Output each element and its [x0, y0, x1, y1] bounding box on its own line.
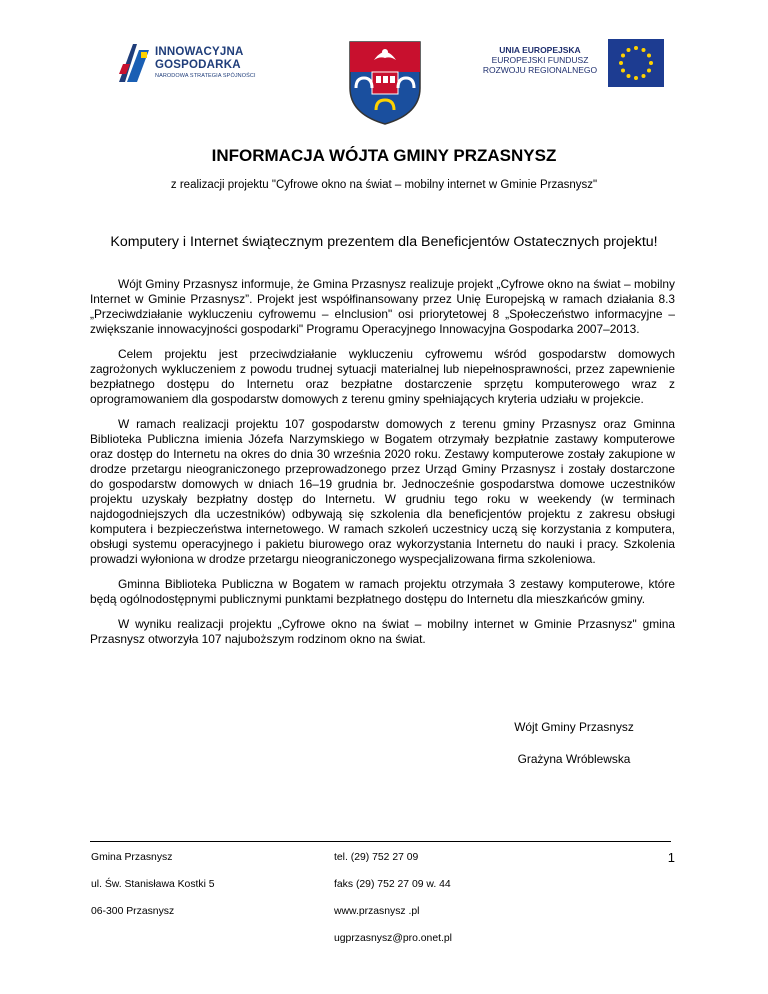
document-body	[90, 277, 675, 657]
eu-logo-line3: ROZWOJU REGIONALNEGO	[482, 65, 598, 75]
innowacyjna-gospodarka-logo	[117, 42, 267, 86]
innowacyjna-gospodarka-emblem-icon	[117, 42, 151, 84]
eu-fund-logo	[477, 37, 667, 93]
document-headline: Komputery i Internet świątecznym prezentem dla Beneficjentów Ostatecznych projektu!	[110, 234, 658, 250]
footer-email[interactable]: ugprzasnysz@pro.onet.pl	[334, 933, 452, 944]
body-paragraph: Gminna Biblioteka Publiczna w Bogatem w ramach projektu otrzymała 3 zestawy komputerowe, które będą ogólnodostępnymi publicznymi punktami bezpłatnego dostępu do Internetu dla mieszkańców gminy.	[90, 577, 675, 606]
innowacyjna-logo-line3: NARODOWA STRATEGIA SPÓJNOŚCI	[155, 73, 256, 79]
signature-name: Grażyna Wróblewska	[517, 752, 631, 766]
body-paragraph: W wyniku realizacji projektu „Cyfrowe okno na świat – mobilny internet w Gminie Przasnysz" gmina Przasnysz otworzyła 107 najuboższym rodzinom okno na świat.	[90, 617, 675, 646]
body-paragraph: W ramach realizacji projektu 107 gospodarstw domowych z terenu gminy Przasnysz oraz Gminna Biblioteka Publiczna imienia Józefa Narzymskiego w Bogatem otrzymały bezpłatnie zastawy komputerowe oraz dostęp do Internetu na okres do dnia 30 września 2020 roku. Zestawy komputerowe zostały zakupione w drodze przetargu nieograniczonego przeprowadzonego przez Urząd Gminy Przasnysz i zostały dostarczone do gospodarstw domowych w dniach 16–19 grudnia br. Jednocześnie gospodarstwa domowe uczestników projektu uzyskały bezpłatny dostęp do Internetu. W grudniu tego roku w weekendy (w terminach najdogodniejszych dla uczestników) odbywają się szkolenia dla beneficjentów projektu z zakresu obsługi komputera i bezpieczeństwa internetowego. W ramach szkoleń uczestnicy uczą się korzystania z komputera, obsługi systemu operacyjnego i pakietu biurowego oraz wykorzystania Internetu do nauki i pracy. Szkolenia prowadzi wyłoniona w drodze przetargu nieograniczonego wyspecjalizowana firma szkoleniowa.	[90, 417, 675, 566]
innowacyjna-logo-line2: GOSPODARKA	[155, 59, 241, 71]
footer-fax: faks (29) 752 27 09 w. 44	[334, 879, 451, 890]
eu-logo-line1: UNIA EUROPEJSKA	[499, 45, 581, 55]
footer-website[interactable]: www.przasnysz .pl	[334, 906, 420, 917]
footer-postal: 06-300 Przasnysz	[91, 906, 175, 917]
page-number: 1	[667, 850, 675, 865]
body-paragraph: Celem projektu jest przeciwdziałanie wykluczeniu cyfrowemu wśród gospodarstw domowych zagrożonych wykluczeniem z powodu trudnej sytuacji materialnej lub niepełnosprawności, przez zapewnienie bezpłatnego dostępu do Internetu oraz bezpłatne dostarczenie sprzętu komputerowego wraz z oprogramowaniem dla gospodarstw domowych z terenu gminy spełniających kryteria udziału w projekcie.	[90, 347, 675, 406]
document-title: INFORMACJA WÓJTA GMINY PRZASNYSZ	[211, 146, 557, 165]
footer-divider	[90, 841, 671, 842]
footer-org-name: Gmina Przasnysz	[91, 852, 173, 863]
coat-of-arms	[346, 38, 424, 126]
signature-role: Wójt Gminy Przasnysz	[514, 720, 634, 734]
eu-logo-line2: EUROPEJSKI FUNDUSZ	[491, 55, 589, 65]
coat-of-arms-shield-icon	[346, 38, 424, 126]
document-subtitle: z realizacji projektu "Cyfrowe okno na świat – mobilny internet w Gminie Przasnysz"	[170, 179, 598, 191]
body-paragraph: Wójt Gminy Przasnysz informuje, że Gmina Przasnysz realizuje projekt „Cyfrowe okno na świat – mobilny Internet w Gminie Przasnysz”. Projekt jest współfinansowany przez Unię Europejską w ramach działania 8.3 „Przeciwdziałanie wykluczeniu cyfrowemu – eInclusion" osi priorytetowej 8 „Społeczeństwo informacyjne – zwiększanie innowacyjności gospodarki" Programu Operacyjnego Innowacyjna Gospodarka 2007–2013.	[90, 277, 675, 336]
footer-phone: tel. (29) 752 27 09	[334, 852, 419, 863]
footer-street: ul. Św. Stanisława Kostki 5	[91, 879, 215, 890]
eu-flag-icon	[608, 39, 664, 87]
innowacyjna-logo-line1: INNOWACYJNA	[155, 46, 244, 58]
